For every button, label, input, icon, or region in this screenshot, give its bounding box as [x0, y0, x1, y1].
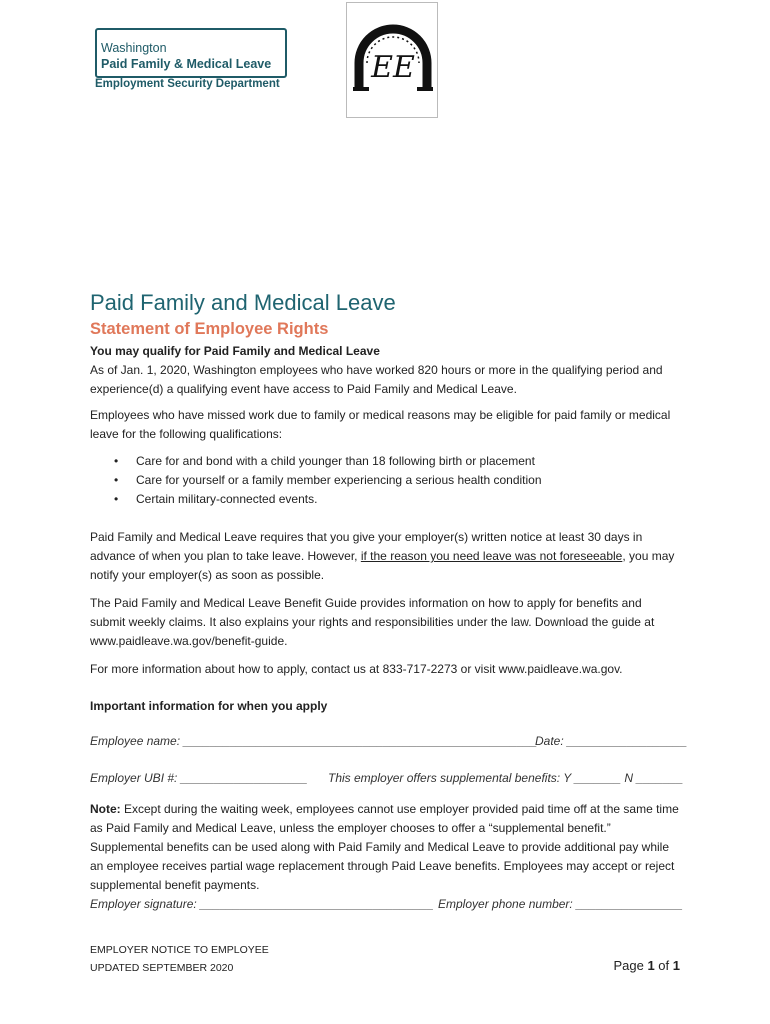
notice-underlined: if the reason you need leave was not foreseeable [360, 549, 623, 563]
page-word: Page [613, 958, 644, 973]
important-heading: Important information for when you apply [90, 699, 328, 713]
ee-monogram-logo [346, 2, 438, 118]
guide-paragraph: The Paid Family and Medical Leave Benefit Guide provides information on how to apply for benefits and submit weekly claims. It also explains your rights and responsibilities under the law. Download the guide at www.paidleave.wa.gov/benefit-guide. [90, 596, 655, 648]
list-item: • Certain military-connected events. [90, 490, 650, 509]
employee-name-field[interactable]: Employee name: _____________________________________________________ [90, 734, 538, 748]
list-item: • Care for and bond with a child younger than 18 following birth or placement [90, 452, 650, 471]
supplemental-benefits-field[interactable]: This employer offers supplemental benefits: Y _______ N _______ [328, 771, 684, 785]
horseshoe-icon [347, 3, 439, 119]
qualify-body: As of Jan. 1, 2020, Washington employees who have worked 820 hours or more in the qualifying period and experience(d) a qualifying event have access to Paid Family and Medical Leave. [90, 363, 663, 396]
eligibility-text: Employees who have missed work due to family or medical reasons may be eligible for paid family or medical leave for the following qualifications: [90, 408, 671, 441]
page-current: 1 [647, 958, 655, 973]
employer-phone-field[interactable]: Employer phone number: ________________ [438, 897, 683, 911]
footer-updated-date: UPDATED SEPTEMBER 2020 [90, 962, 234, 974]
qualification-list [90, 452, 650, 509]
footer-notice-label: EMPLOYER NOTICE TO EMPLOYEE [90, 944, 269, 956]
logo-line-program: Paid Family & Medical Leave [101, 57, 272, 71]
page-number [613, 958, 680, 973]
notice-text-2: , you may notify your employer(s) as soon as possible. [90, 549, 675, 582]
date-field[interactable]: Date: __________________ [535, 734, 688, 748]
notice-text-1: Paid Family and Medical Leave requires that you give your employer(s) written notice at least 30 days in advance of when you plan to take leave. However, [90, 530, 643, 563]
monogram-text: EE [371, 50, 415, 85]
employer-ubi-field[interactable]: Employer UBI #: ___________________ [90, 771, 308, 785]
note-body: Except during the waiting week, employees cannot use employer provided paid time off at the same time as Paid Family and Medical Leave, unless the employer chooses to offer a “supplemental benefit.” Supplemental benefits can be used along with Paid Family and Medical Leave to provide additional pay while an employee receives partial wage replacement through Paid Leave benefits. Employees may accept or reject supplemental benefit payments. [90, 802, 679, 892]
contact-paragraph: For more information about how to apply, contact us at 833-717-2273 or visit www.paidleave.wa.gov. [90, 662, 623, 676]
qualify-section [90, 342, 680, 399]
note-label: Note: [90, 802, 121, 816]
page-subtitle: Statement of Employee Rights [90, 320, 329, 338]
qualify-heading: You may qualify for Paid Family and Medical Leave [90, 344, 380, 358]
note-paragraph [90, 800, 680, 895]
notice-paragraph [90, 528, 680, 585]
list-item: • Care for yourself or a family member experiencing a serious health condition [90, 471, 650, 490]
page-total: 1 [672, 958, 680, 973]
logo-line-washington: Washington [101, 41, 167, 55]
page-of-word: of [658, 958, 670, 973]
employer-signature-field[interactable]: Employer signature: ___________________________________ [90, 897, 434, 911]
wa-pfml-logo [95, 28, 287, 78]
logo-department: Employment Security Department [95, 78, 280, 90]
page-title: Paid Family and Medical Leave [90, 290, 396, 315]
